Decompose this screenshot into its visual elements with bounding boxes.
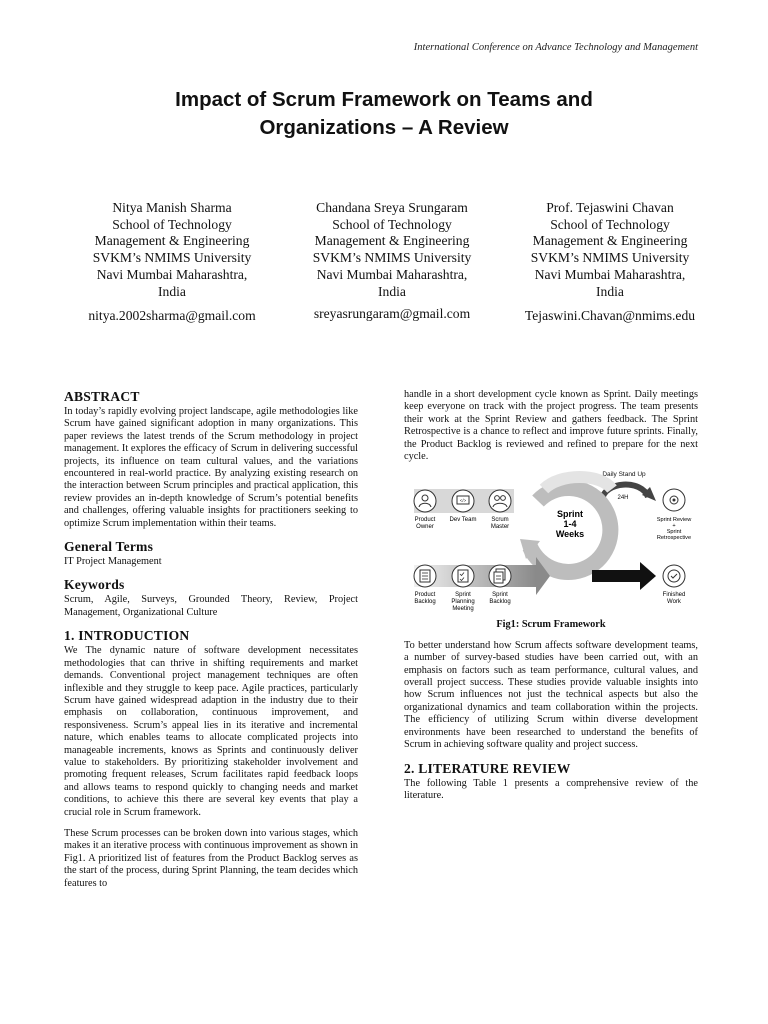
general-terms-text: IT Project Management [64, 556, 162, 568]
author-school: School of Technology [112, 216, 232, 232]
author-country: India [378, 283, 406, 299]
product-owner-label-1: Product [414, 517, 436, 524]
right-column [404, 389, 698, 811]
product-owner-label-2: Owner [416, 524, 434, 531]
sprint-planning-label-3: Meeting [452, 606, 474, 613]
dev-team-icon [452, 490, 474, 512]
title-line-1: Impact of Scrum Framework on Teams and [175, 88, 593, 111]
author-2 [282, 200, 502, 323]
sprint-review-label-4: Retrospective [656, 535, 692, 542]
keywords-text: Scrum, Agile, Surveys, Grounded Theory, Review, Project Management, Organizational Culture [64, 594, 358, 618]
introduction-heading: 1. INTRODUCTION [64, 628, 190, 644]
author-country: India [158, 283, 186, 299]
author-city: Navi Mumbai Maharashtra, [316, 266, 468, 282]
introduction-paragraph-4: To better understand how Scrum affects software development teams, a number of survey-based studies have been carried out, with an emphasis on factors such as team performance, cultural values, and overall project success. These studies provide valuable insights into how Scrum influences not just the technical aspects but also the organizational dynamics and team collaboration within the projects. The efficiency of utilizing Scrum within diverse development environments have been researched to understand the benefits of Scrum in achieving software quality and project success. [404, 639, 698, 751]
paper-title [0, 86, 768, 142]
author-univ: SVKM’s NMIMS University [312, 250, 472, 266]
author-name: Prof. Tejaswini Chavan [546, 200, 674, 215]
title-line-2: Organizations – A Review [259, 116, 509, 139]
product-owner-icon [414, 490, 436, 512]
sprint-label-1: Sprint [557, 509, 583, 520]
author-3 [500, 200, 720, 325]
author-email[interactable]: nitya.2002sharma@gmail.com [88, 308, 256, 324]
left-column [64, 389, 358, 899]
author-univ: SVKM’s NMIMS University [92, 250, 252, 266]
author-school: School of Technology [332, 216, 452, 232]
sprint-label-3: Weeks [555, 529, 585, 540]
product-backlog-label-2: Backlog [414, 599, 436, 606]
dev-team-label: Dev Team [449, 517, 477, 524]
product-backlog-label-1: Product [414, 592, 436, 599]
sprint-planning-label-1: Sprint [455, 592, 471, 599]
author-city: Navi Mumbai Maharashtra, [534, 266, 686, 282]
author-dept: Management & Engineering [532, 233, 688, 249]
sprint-backlog-label-1: Sprint [492, 592, 508, 599]
product-backlog-icon [414, 565, 436, 587]
figure-caption: Fig1: Scrum Framework [496, 619, 606, 631]
scrum-master-icon [489, 490, 511, 512]
author-school: School of Technology [550, 216, 670, 232]
author-dept: Management & Engineering [314, 233, 470, 249]
author-dept: Management & Engineering [94, 233, 250, 249]
introduction-paragraph-2: These Scrum processes can be broken down into various stages, which makes it an iterative process with continuous improvement as shown in Fig1. A prioritized list of features from the Product Backlog serves as the start of the process, during Sprint Planning, the team decides which features to [64, 827, 358, 889]
sprint-planning-label-2: Planning [451, 599, 475, 606]
introduction-paragraph-3: handle in a short development cycle known as Sprint. Daily meetings keep everyone on track with the project progress. The team presents their work at the Sprint Review and gathers feedback. The Sprint Retrospective is a chance to reflect and improve future sprints. Finally, the Product Backlog is reviewed and refined to prepare for the next cycle. [404, 389, 698, 463]
introduction-paragraph-1: We The dynamic nature of software development necessitates methodologies that can thrive in shifting requirements and market demands. Conventional project management techniques are often inflexible and they struggle to keep pace. Agile practices, particularly Scrum have gained widespread adaption in the industry due to their emphasis on collaboration, continuous improvement, and responsiveness. Scrum’s appeal lies in its iterative and incremental nature, which enables teams to allocate complicated projects into manageable increments, knows as Sprints and continuously deliver value to stakeholders. By prioritizing stakeholder involvement and promoting frequent releases, Scrum facilitates rapid feedback loops and allows teams to respond quickly to changing needs and market conditions, to achieve this there are several key events that play a crucial role in Scrum framework. [64, 645, 358, 818]
svg-text:</>: </> [459, 498, 467, 504]
general-terms-heading: General Terms [64, 539, 154, 555]
author-name: Nitya Manish Sharma [112, 200, 232, 215]
scrum-framework-figure [404, 467, 698, 631]
author-name: Chandana Sreya Srungaram [316, 200, 468, 215]
author-email[interactable]: sreyasrungaram@gmail.com [313, 306, 471, 322]
sprint-review-label-3: Sprint [666, 529, 682, 536]
author-city: Navi Mumbai Maharashtra, [96, 266, 248, 282]
author-country: India [596, 283, 624, 299]
sprint-review-label-1: Sprint Review [656, 517, 692, 524]
sprint-planning-icon [452, 565, 474, 587]
author-email[interactable]: Tejaswini.Chavan@nmims.edu [524, 308, 696, 324]
author-univ: SVKM’s NMIMS University [530, 250, 690, 266]
abstract-text: In today’s rapidly evolving project landscape, agile methodologies like Scrum have gained significant adoption in many organizations. This paper reviews the latest trends of the Scrum methodology in project management. It explores the efficacy of Scrum in delivering successful projects, its influence on team cultural values, and the variations encountered in real-world practice. By analyzing existing research on the interaction between Scrum principles and practical application, this review provides an in-depth knowledge of Scrum’s potential benefits and challenges, offering valuable insights for practitioners seeking to optimize Scrum implementation within their teams. [64, 406, 358, 529]
hours-label: 24H [617, 495, 629, 502]
sprint-backlog-label-2: Backlog [489, 599, 511, 606]
literature-review-heading: 2. LITERATURE REVIEW [404, 760, 571, 776]
keywords-heading: Keywords [64, 577, 125, 593]
sprint-review-icon [663, 489, 685, 511]
daily-standup-label: Daily Stand Up [602, 471, 646, 479]
finished-work-label-1: Finished [662, 592, 686, 599]
abstract-heading: ABSTRACT [64, 389, 140, 404]
delivery-arrowhead-icon [640, 562, 656, 590]
finished-work-label-2: Work [667, 599, 681, 606]
scrum-master-label-1: Scrum [491, 517, 509, 524]
sprint-label-2: 1-4 [563, 519, 577, 530]
author-1 [62, 200, 282, 325]
delivery-arrow-shaft [592, 570, 642, 582]
scrum-diagram [404, 467, 698, 617]
sprint-review-label-2: + [672, 523, 676, 530]
scrum-master-label-2: Master [490, 524, 510, 531]
finished-work-icon [663, 565, 685, 587]
literature-review-text: The following Table 1 presents a comprehensive review of the literature. [404, 777, 698, 801]
sprint-backlog-icon [489, 565, 511, 587]
conference-header: International Conference on Advance Technology and Management [413, 42, 698, 53]
